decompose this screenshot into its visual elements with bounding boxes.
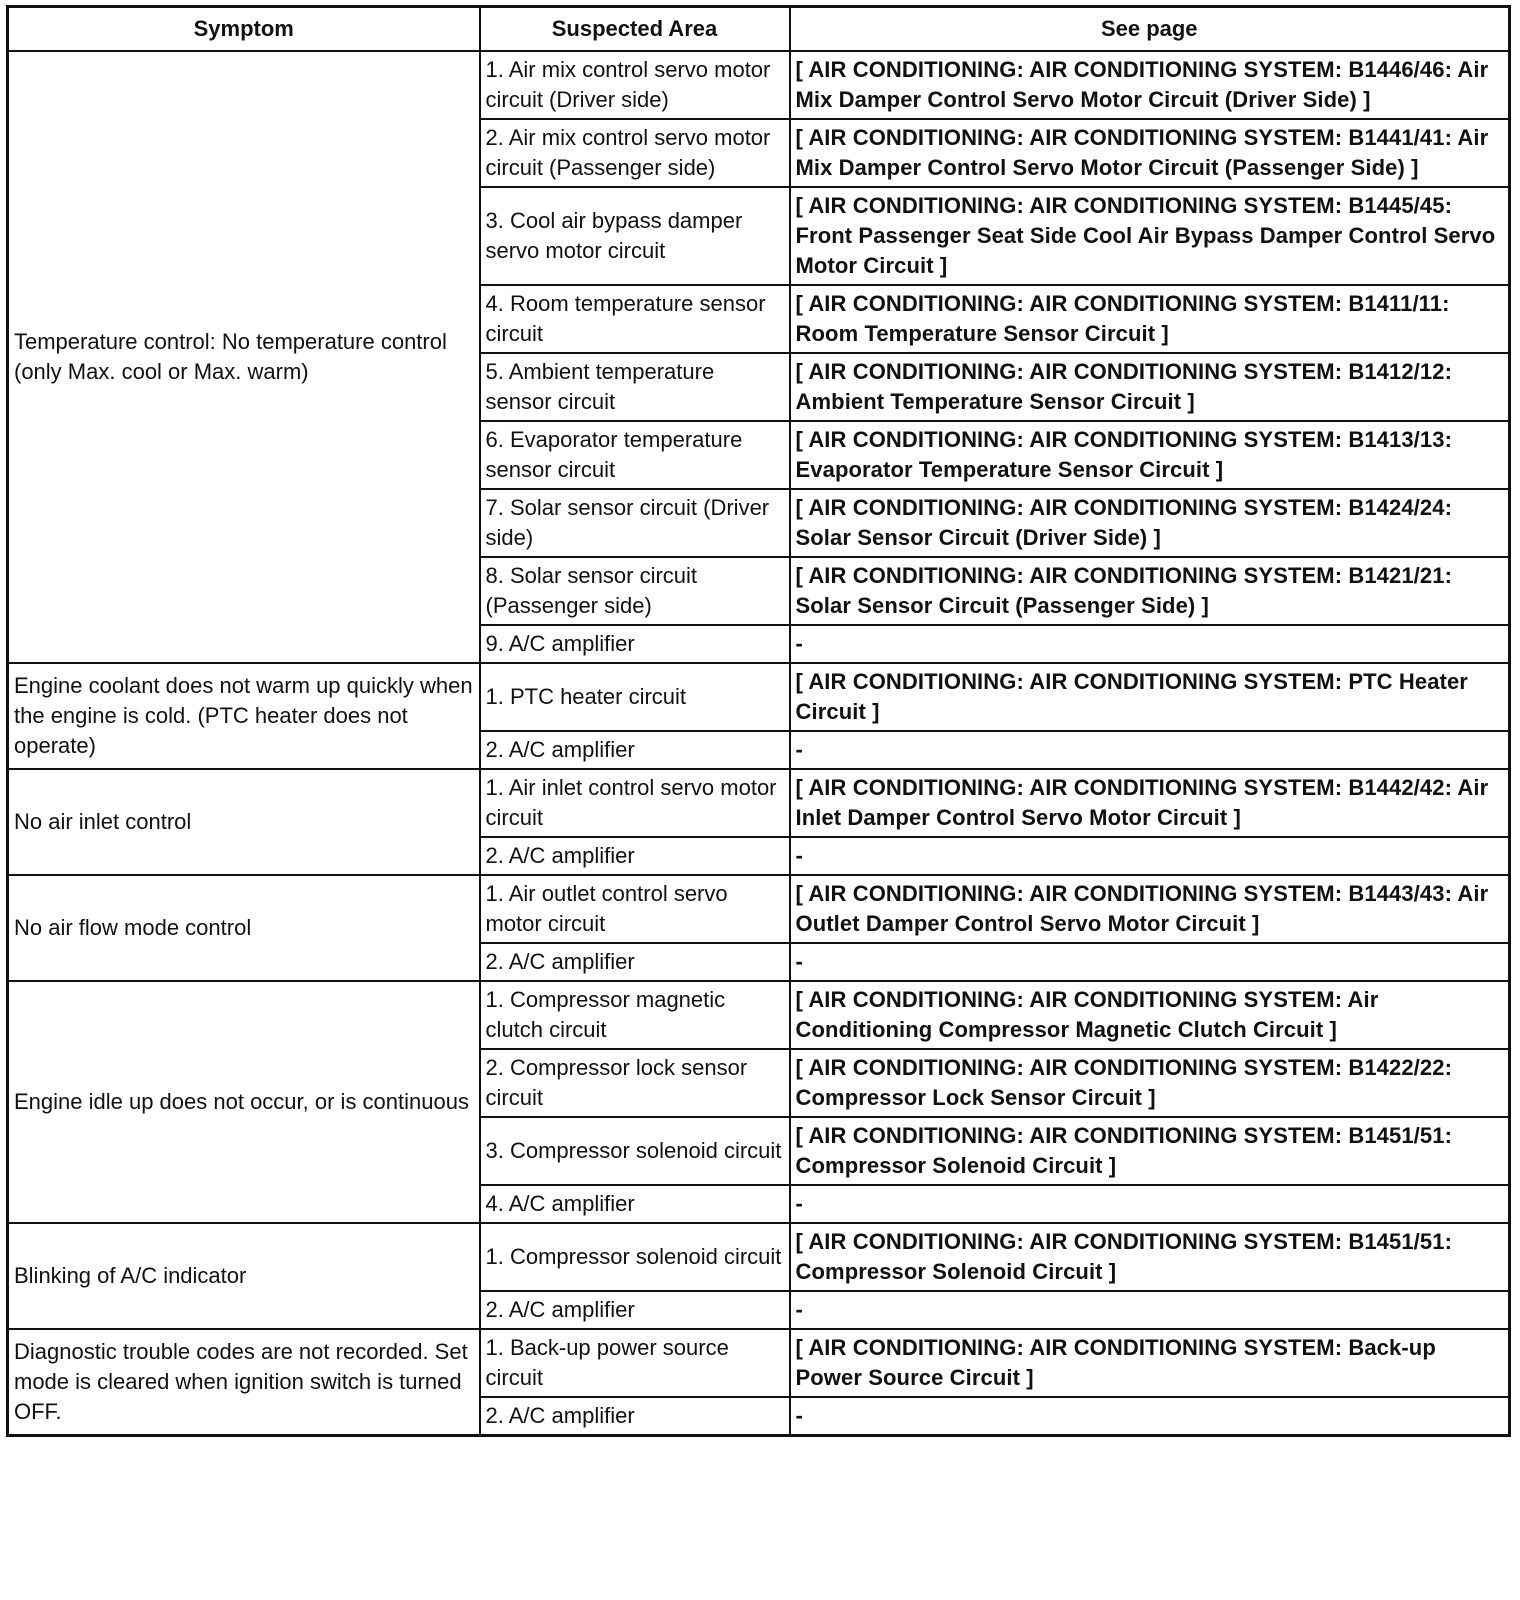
suspected-area-cell: 2. A/C amplifier: [480, 731, 790, 769]
header-row: [8, 7, 1510, 52]
symptom-cell: Engine coolant does not warm up quickly when the engine is cold. (PTC heater does not operate): [8, 663, 480, 769]
see-page-cell: -: [790, 731, 1510, 769]
see-page-cell: [ AIR CONDITIONING: AIR CONDITIONING SYSTEM: B1451/51: Compressor Solenoid Circuit ]: [790, 1223, 1510, 1291]
see-page-cell: [ AIR CONDITIONING: AIR CONDITIONING SYSTEM: B1451/51: Compressor Solenoid Circuit ]: [790, 1117, 1510, 1185]
table-body: [8, 51, 1510, 1436]
see-page-cell: [ AIR CONDITIONING: AIR CONDITIONING SYSTEM: B1413/13: Evaporator Temperature Sensor Circuit ]: [790, 421, 1510, 489]
suspected-area-cell: 3. Cool air bypass damper servo motor circuit: [480, 187, 790, 285]
suspected-area-cell: 2. A/C amplifier: [480, 1291, 790, 1329]
suspected-area-cell: 2. Compressor lock sensor circuit: [480, 1049, 790, 1117]
problem-symptoms-table: [6, 5, 1511, 1437]
see-page-cell: [ AIR CONDITIONING: AIR CONDITIONING SYSTEM: B1422/22: Compressor Lock Sensor Circuit ]: [790, 1049, 1510, 1117]
header-see-page: See page: [790, 7, 1510, 52]
suspected-area-cell: 1. Compressor magnetic clutch circuit: [480, 981, 790, 1049]
see-page-cell: -: [790, 1291, 1510, 1329]
symptom-table-container: [6, 5, 1508, 1437]
suspected-area-cell: 2. A/C amplifier: [480, 1397, 790, 1436]
table-row: [8, 663, 1510, 731]
suspected-area-cell: 8. Solar sensor circuit (Passenger side): [480, 557, 790, 625]
suspected-area-cell: 9. A/C amplifier: [480, 625, 790, 663]
header-symptom: Symptom: [8, 7, 480, 52]
see-page-cell: [ AIR CONDITIONING: AIR CONDITIONING SYSTEM: B1442/42: Air Inlet Damper Control Servo Motor Circuit ]: [790, 769, 1510, 837]
suspected-area-cell: 1. Air inlet control servo motor circuit: [480, 769, 790, 837]
see-page-cell: [ AIR CONDITIONING: AIR CONDITIONING SYSTEM: B1446/46: Air Mix Damper Control Servo Motor Circuit (Driver Side) ]: [790, 51, 1510, 119]
see-page-cell: [ AIR CONDITIONING: AIR CONDITIONING SYSTEM: B1443/43: Air Outlet Damper Control Servo Motor Circuit ]: [790, 875, 1510, 943]
symptom-cell: Engine idle up does not occur, or is continuous: [8, 981, 480, 1223]
suspected-area-cell: 1. Back-up power source circuit: [480, 1329, 790, 1397]
suspected-area-cell: 4. A/C amplifier: [480, 1185, 790, 1223]
symptom-cell: Temperature control: No temperature control (only Max. cool or Max. warm): [8, 51, 480, 663]
symptom-cell: No air inlet control: [8, 769, 480, 875]
see-page-cell: [ AIR CONDITIONING: AIR CONDITIONING SYSTEM: Air Conditioning Compressor Magnetic Clutch Circuit ]: [790, 981, 1510, 1049]
suspected-area-cell: 1. Air outlet control servo motor circuit: [480, 875, 790, 943]
suspected-area-cell: 1. Air mix control servo motor circuit (Driver side): [480, 51, 790, 119]
table-header: [8, 7, 1510, 52]
see-page-cell: [ AIR CONDITIONING: AIR CONDITIONING SYSTEM: B1441/41: Air Mix Damper Control Servo Motor Circuit (Passenger Side) ]: [790, 119, 1510, 187]
suspected-area-cell: 3. Compressor solenoid circuit: [480, 1117, 790, 1185]
see-page-cell: [ AIR CONDITIONING: AIR CONDITIONING SYSTEM: PTC Heater Circuit ]: [790, 663, 1510, 731]
see-page-cell: [ AIR CONDITIONING: AIR CONDITIONING SYSTEM: B1412/12: Ambient Temperature Sensor Circuit ]: [790, 353, 1510, 421]
table-row: [8, 981, 1510, 1049]
see-page-cell: -: [790, 837, 1510, 875]
suspected-area-cell: 1. PTC heater circuit: [480, 663, 790, 731]
suspected-area-cell: 5. Ambient temperature sensor circuit: [480, 353, 790, 421]
table-row: [8, 875, 1510, 943]
see-page-cell: -: [790, 1185, 1510, 1223]
header-suspected-area: Suspected Area: [480, 7, 790, 52]
suspected-area-cell: 1. Compressor solenoid circuit: [480, 1223, 790, 1291]
see-page-cell: [ AIR CONDITIONING: AIR CONDITIONING SYSTEM: Back-up Power Source Circuit ]: [790, 1329, 1510, 1397]
table-row: [8, 1223, 1510, 1291]
suspected-area-cell: 6. Evaporator temperature sensor circuit: [480, 421, 790, 489]
symptom-cell: Diagnostic trouble codes are not recorded. Set mode is cleared when ignition switch is turned OFF.: [8, 1329, 480, 1436]
see-page-cell: [ AIR CONDITIONING: AIR CONDITIONING SYSTEM: B1424/24: Solar Sensor Circuit (Driver Side) ]: [790, 489, 1510, 557]
table-row: [8, 1329, 1510, 1397]
see-page-cell: -: [790, 625, 1510, 663]
symptom-cell: Blinking of A/C indicator: [8, 1223, 480, 1329]
table-row: [8, 769, 1510, 837]
suspected-area-cell: 7. Solar sensor circuit (Driver side): [480, 489, 790, 557]
symptom-cell: No air flow mode control: [8, 875, 480, 981]
see-page-cell: -: [790, 1397, 1510, 1436]
see-page-cell: [ AIR CONDITIONING: AIR CONDITIONING SYSTEM: B1421/21: Solar Sensor Circuit (Passenger Side) ]: [790, 557, 1510, 625]
see-page-cell: [ AIR CONDITIONING: AIR CONDITIONING SYSTEM: B1445/45: Front Passenger Seat Side Cool Air Bypass Damper Control Servo Motor Circuit ]: [790, 187, 1510, 285]
table-row: [8, 51, 1510, 119]
suspected-area-cell: 2. Air mix control servo motor circuit (Passenger side): [480, 119, 790, 187]
suspected-area-cell: 2. A/C amplifier: [480, 837, 790, 875]
see-page-cell: -: [790, 943, 1510, 981]
see-page-cell: [ AIR CONDITIONING: AIR CONDITIONING SYSTEM: B1411/11: Room Temperature Sensor Circuit ]: [790, 285, 1510, 353]
suspected-area-cell: 4. Room temperature sensor circuit: [480, 285, 790, 353]
suspected-area-cell: 2. A/C amplifier: [480, 943, 790, 981]
